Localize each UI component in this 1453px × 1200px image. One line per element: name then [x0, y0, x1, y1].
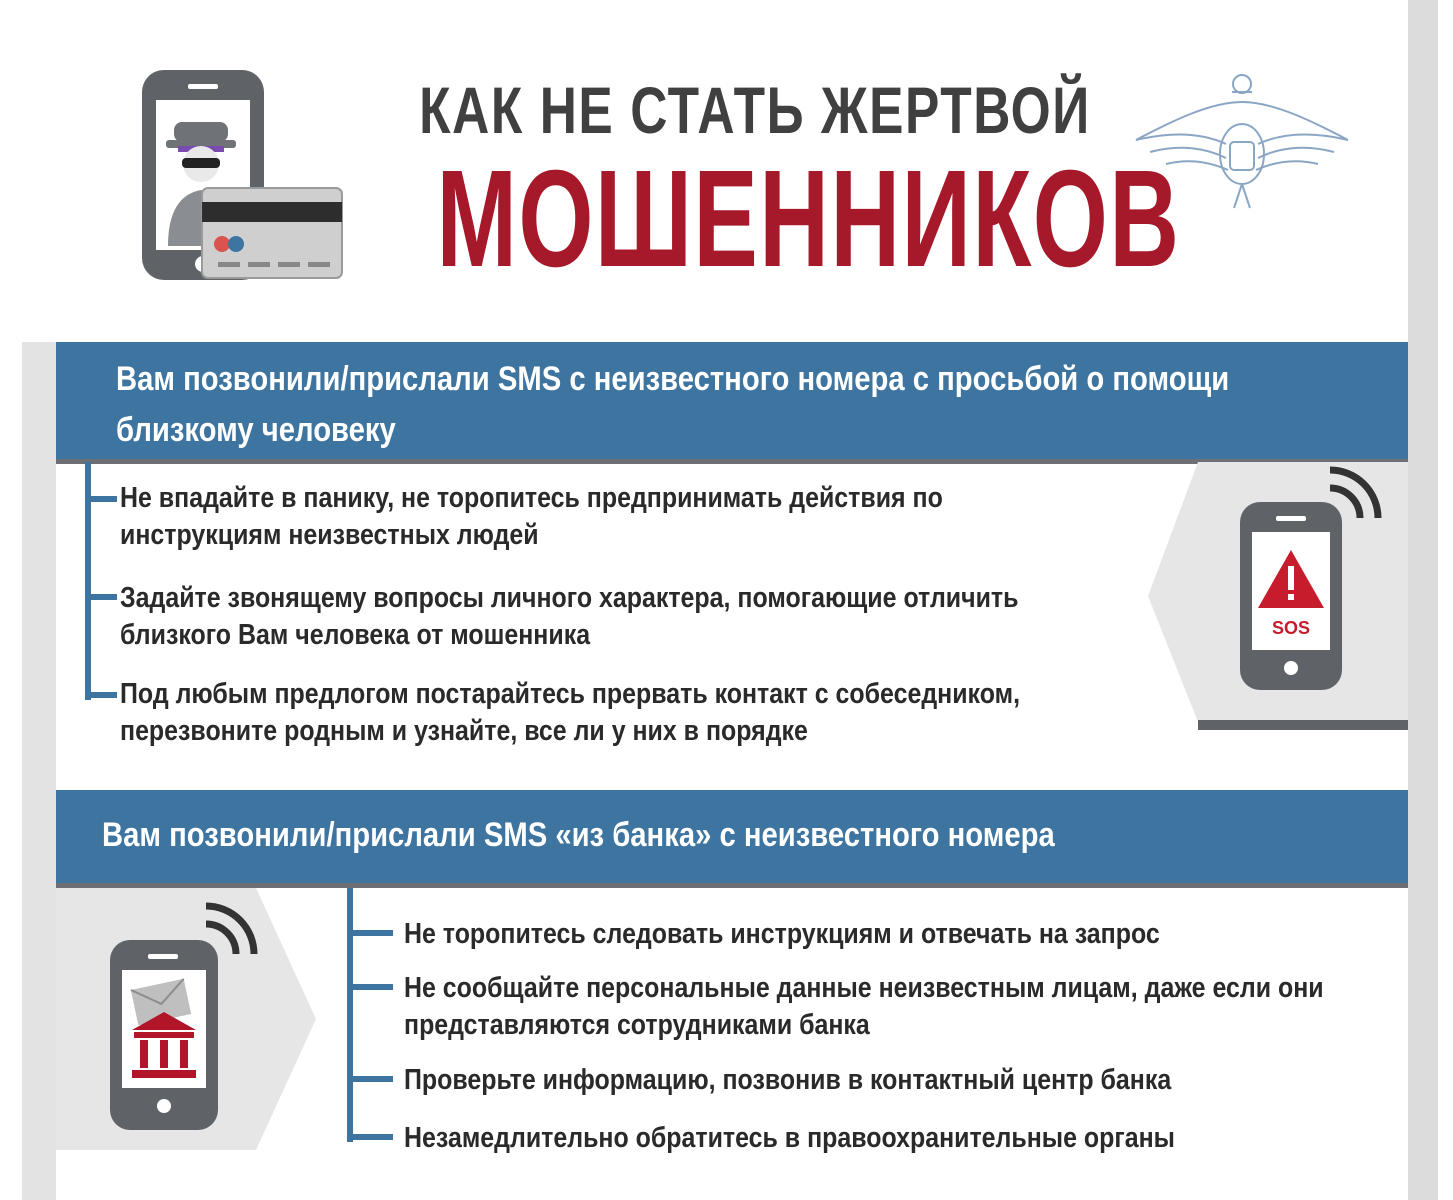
right-decorative-strip	[1408, 0, 1438, 1200]
item-line: Задайте звонящему вопросы личного характера, помогающие отличить	[120, 582, 1019, 614]
sos-label: SOS	[1271, 618, 1311, 638]
item-line: близкого Вам человека от мошенника	[120, 619, 591, 651]
item-line: инструкциям неизвестных людей	[120, 519, 539, 551]
bullet-tick	[85, 496, 117, 502]
section-1-header	[56, 342, 1408, 462]
section-2-header	[56, 790, 1408, 886]
title-line-1: КАК НЕ СТАТЬ ЖЕРТВОЙ	[419, 73, 1091, 147]
item-line: Незамедлительно обратитесь в правоохранительные органы	[404, 1122, 1175, 1154]
section-2-item-2	[404, 970, 1324, 1044]
section-1-item-1	[120, 480, 943, 554]
section-2-item-3	[404, 1062, 1171, 1099]
section-2-list-line	[347, 888, 353, 1142]
section-2-item-1	[404, 916, 1160, 953]
item-line: Проверьте информацию, позвонив в контактный центр банка	[404, 1064, 1172, 1096]
section-1-header-line-2: близкому человеку	[116, 411, 396, 449]
section-1-icon-panel	[1148, 462, 1408, 730]
section-1-item-2	[120, 580, 1018, 654]
section-2-item-4	[404, 1120, 1175, 1157]
mvd-emblem-icon	[1130, 62, 1354, 212]
bullet-tick	[347, 930, 393, 936]
item-line: Не впадайте в панику, не торопитесь предпринимать действия по	[120, 482, 943, 514]
bullet-tick	[85, 594, 117, 600]
section-1-item-3	[120, 676, 1020, 750]
left-decorative-strip	[22, 342, 56, 1200]
item-line: перезвоните родным и узнайте, все ли у них в порядке	[120, 715, 808, 747]
bullet-tick	[347, 984, 393, 990]
section-2-header-text: Вам позвонили/прислали SMS «из банка» с неизвестного номера	[102, 816, 1055, 854]
section-1-header-line-1: Вам позвонили/прислали SMS с неизвестного номера с просьбой о помощи	[116, 360, 1230, 398]
fraudster-phone-icon	[138, 66, 348, 286]
item-line: Не сообщайте персональные данные неизвестным лицам, даже если они	[404, 972, 1324, 1004]
item-line: Не торопитесь следовать инструкциям и отвечать на запрос	[404, 918, 1160, 950]
title-line-2: МОШЕННИКОВ	[436, 142, 1181, 296]
bullet-tick	[347, 1076, 393, 1082]
bullet-tick	[347, 1134, 393, 1140]
item-line: представляются сотрудниками банка	[404, 1009, 870, 1041]
bullet-tick	[85, 692, 117, 698]
section-2-icon-panel	[56, 888, 316, 1150]
bank-card-icon	[202, 188, 342, 278]
item-line: Под любым предлогом постарайтесь прервать контакт с собеседником,	[120, 678, 1021, 710]
